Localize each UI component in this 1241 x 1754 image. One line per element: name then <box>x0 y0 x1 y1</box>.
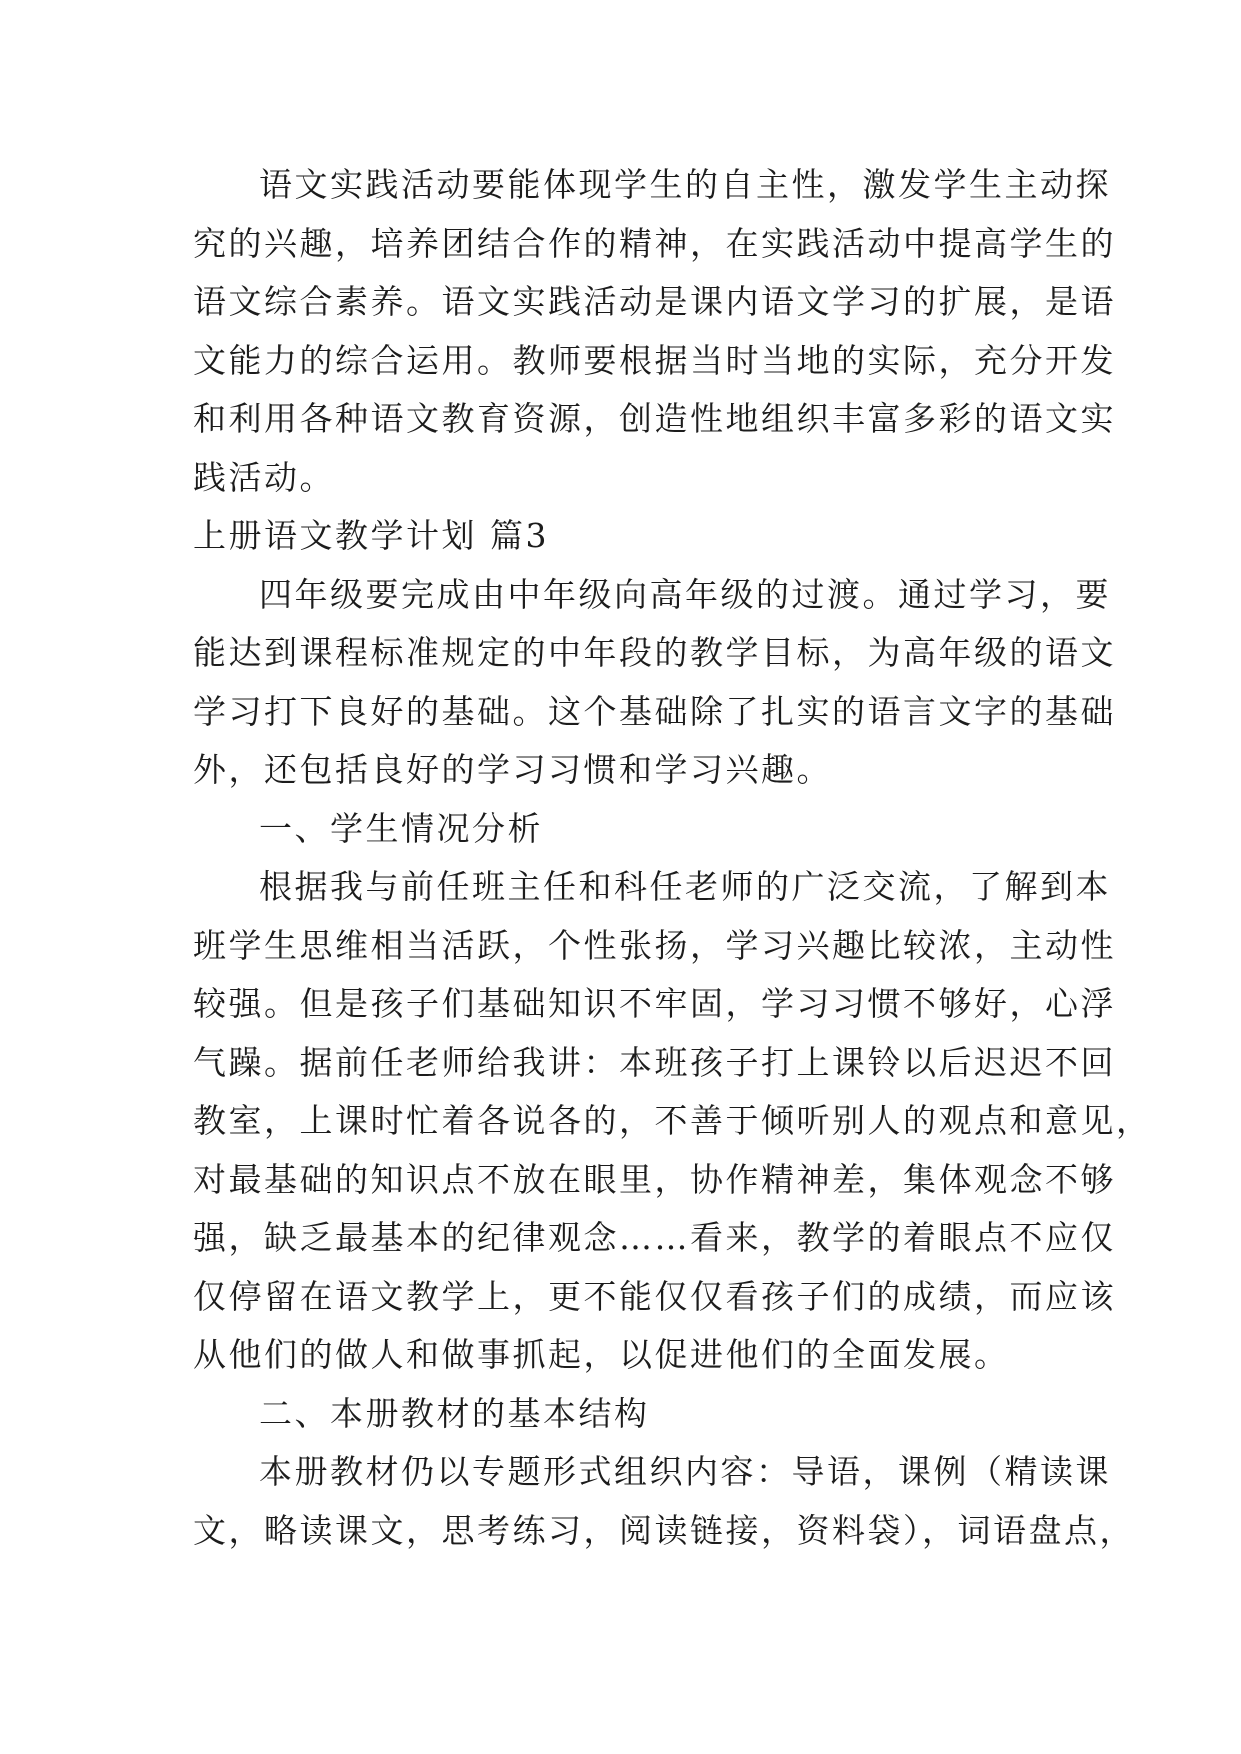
text-line: 根据我与前任班主任和科任老师的广泛交流，了解到本 <box>259 867 1111 906</box>
text-line: 外，还包括良好的学习习惯和学习兴趣。 <box>193 750 832 789</box>
text-line: 班学生思维相当活跃，个性张扬，学习兴趣比较浓，主动性 <box>193 925 1116 965</box>
document-body <box>193 156 1152 1560</box>
text-line: 本册教材仍以专题形式组织内容：导语，课例（精读课 <box>259 1452 1111 1491</box>
text-line: 文，略读课文，思考练习，阅读链接，资料袋），词语盘点， <box>193 1510 1135 1550</box>
text-line: 强，缺乏最基本的纪律观念……看来，教学的着眼点不应仅 <box>193 1218 1116 1257</box>
text-line: 语文实践活动要能体现学生的自主性，激发学生主动探 <box>259 165 1111 204</box>
subheading-student-analysis <box>193 800 1049 859</box>
paragraph-textbook-structure <box>193 1443 1135 1560</box>
text-line: 语文综合素养。语文实践活动是课内语文学习的扩展，是语 <box>193 282 1116 321</box>
subheading-textbook-structure <box>193 1385 1049 1444</box>
text-line: 教室，上课时忙着各说各的，不善于倾听别人的观点和意见， <box>193 1101 1152 1140</box>
text-line: 究的兴趣，培养团结合作的精神，在实践活动中提高学生的 <box>193 223 1116 263</box>
text-line: 一、学生情况分析 <box>259 808 543 848</box>
text-line: 文能力的综合运用。教师要根据当时当地的实际，充分开发 <box>193 340 1116 380</box>
text-line: 仅停留在语文教学上，更不能仅仅看孩子们的成绩，而应该 <box>193 1276 1116 1316</box>
text-line: 四年级要完成由中年级向高年级的过渡。通过学习，要 <box>259 574 1111 614</box>
text-line: 从他们的做人和做事抓起，以促进他们的全面发展。 <box>193 1335 1010 1374</box>
text-line: 上册语文教学计划 篇3 <box>193 516 549 555</box>
paragraph-practice-activities <box>193 156 1116 507</box>
text-line: 气躁。据前任老师给我讲：本班孩子打上课铃以后迟迟不回 <box>193 1042 1116 1082</box>
text-line: 对最基础的知识点不放在眼里，协作精神差，集体观念不够 <box>193 1159 1116 1199</box>
paragraph-student-analysis <box>193 858 1152 1385</box>
text-line: 学习打下良好的基础。这个基础除了扎实的语言文字的基础 <box>193 691 1116 731</box>
text-line: 能达到课程标准规定的中年段的教学目标，为高年级的语文 <box>193 633 1116 672</box>
text-line: 践活动。 <box>193 457 335 497</box>
text-line: 二、本册教材的基本结构 <box>259 1393 650 1433</box>
paragraph-grade-four-intro <box>193 566 1116 800</box>
text-line: 和利用各种语文教育资源，创造性地组织丰富多彩的语文实 <box>193 399 1116 438</box>
section-title-plan-3 <box>193 507 1049 566</box>
text-line: 较强。但是孩子们基础知识不牢固，学习习惯不够好，心浮 <box>193 984 1116 1023</box>
